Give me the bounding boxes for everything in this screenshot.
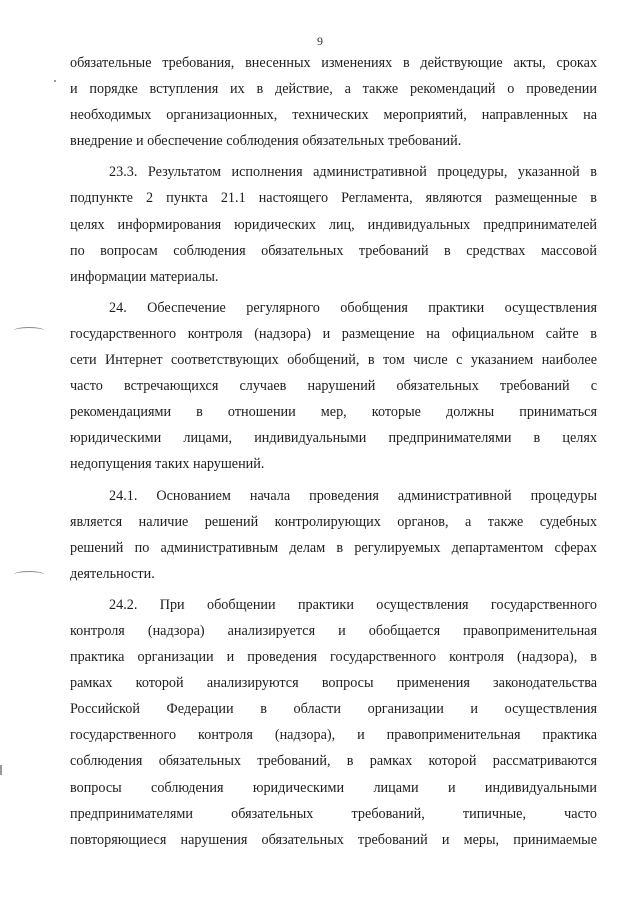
text-line: необходимых организационных, технических мероприятий, направленных на <box>70 107 597 124</box>
text-line: целях информирования юридических лиц, индивидуальных предпринимателей <box>70 216 597 233</box>
text-line: обязательные требования, внесенных изменениях в действующие акты, сроках <box>70 55 597 71</box>
text-line: практика организации и проведения государственного контроля (надзора), в <box>70 649 597 666</box>
text-line: сети Интернет соответствующих обобщений, в том числе с указанием наиболее <box>70 352 597 369</box>
margin-mark <box>14 571 44 578</box>
paragraph-24-1-first-line: 24.1. Основанием начала проведения административной процедуры <box>109 487 597 504</box>
paragraph-24-first-line: 24. Обеспечение регулярного обобщения практики осуществления <box>109 299 597 316</box>
text-line: информации материалы. <box>70 268 219 285</box>
text-line: предпринимателями обязательных требований, типичные, часто <box>70 805 597 822</box>
text-line: и порядке вступления их в действие, а также рекомендаций о проведении <box>70 81 597 98</box>
text-line: рекомендациями в отношении мер, которые должны приниматься <box>70 404 597 421</box>
text-line: Российской Федерации в области организации и осуществления <box>70 701 597 718</box>
text-line: юридическими лицами, индивидуальными предпринимателями в целях <box>70 430 597 447</box>
text-line: контроля (надзора) анализируется и обобщается правоприменительная <box>70 622 597 639</box>
text-line: недопущения таких нарушений. <box>70 456 265 473</box>
text-line: государственного контроля (надзора) и размещение на официальном сайте в <box>70 325 597 342</box>
text-line: решений по административным делам в регулируемых департаментом сферах <box>70 539 597 556</box>
text-line: повторяющиеся нарушения обязательных требований и меры, принимаемые <box>70 831 597 848</box>
scan-edge-mark <box>0 765 2 775</box>
text-line: внедрение и обеспечение соблюдения обязательных требований. <box>70 133 462 150</box>
text-line: рамках которой анализируются вопросы применения законодательства <box>70 675 597 692</box>
text-line: часто встречающихся случаев нарушений обязательных требований с <box>70 378 597 395</box>
paragraph-23-3-first-line: 23.3. Результатом исполнения административной процедуры, указанной в <box>109 164 597 181</box>
text-line: вопросы соблюдения юридическими лицами и индивидуальными <box>70 779 597 796</box>
text-line: государственного контроля (надзора), и правоприменительная практика <box>70 727 597 744</box>
margin-mark <box>14 327 44 334</box>
text-line: деятельности. <box>70 565 155 582</box>
paragraph-24-2-first-line: 24.2. При обобщении практики осуществления государственного <box>109 596 597 613</box>
page-number: 9 <box>317 34 323 48</box>
text-line: по вопросам соблюдения обязательных требований в средствах массовой <box>70 242 597 259</box>
text-line: подпункте 2 пункта 21.1 настоящего Регламента, являются размещенные в <box>70 190 597 207</box>
margin-dot <box>54 80 56 82</box>
text-line: является наличие решений контролирующих органов, а также судебных <box>70 513 597 530</box>
text-line: соблюдения обязательных требований, в рамках которой рассматриваются <box>70 753 597 770</box>
document-body <box>70 50 597 853</box>
